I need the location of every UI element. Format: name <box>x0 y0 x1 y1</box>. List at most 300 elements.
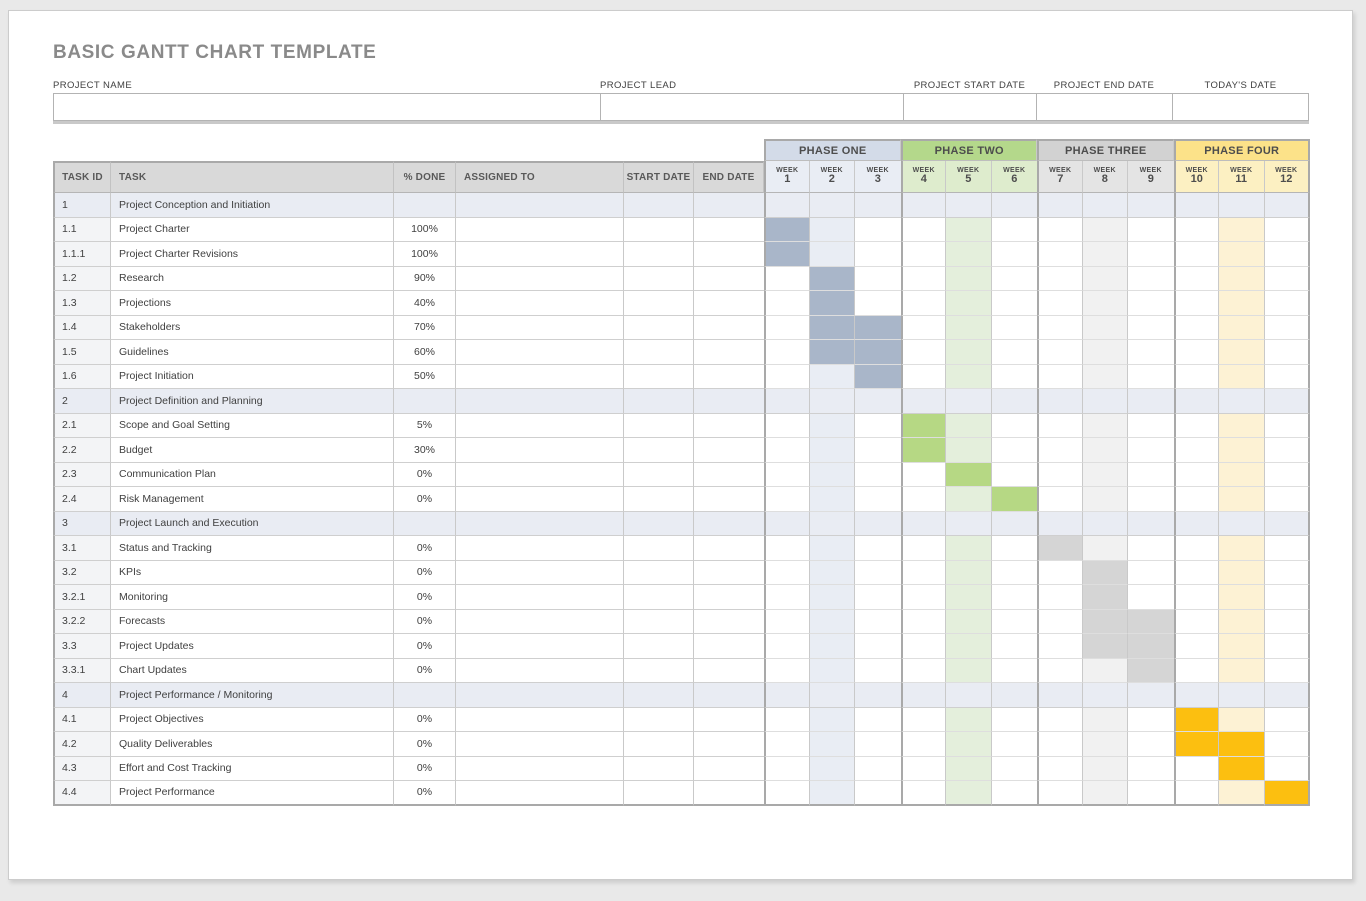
gantt-empty-cell-week-5 <box>946 781 992 806</box>
gantt-empty-cell-week-8 <box>1083 708 1129 733</box>
todays-date-label: TODAY'S DATE <box>1204 80 1277 91</box>
gantt-empty-cell-week-4 <box>901 193 947 218</box>
gantt-bar-cell-week-11 <box>1219 732 1265 757</box>
gantt-bar-cell-week-3 <box>855 365 901 390</box>
gantt-empty-cell-week-4 <box>901 634 947 659</box>
gantt-empty-cell-week-1 <box>764 659 810 684</box>
start-date-cell <box>624 683 694 708</box>
end-date-cell <box>694 438 764 463</box>
gantt-empty-cell-week-8 <box>1083 365 1129 390</box>
gantt-empty-cell-week-7 <box>1037 267 1083 292</box>
project-start-date-input[interactable] <box>903 93 1036 121</box>
gantt-empty-cell-week-6 <box>992 536 1038 561</box>
end-date-cell <box>694 340 764 365</box>
gantt-empty-cell-week-9 <box>1128 389 1174 414</box>
week-word-label: WEEK <box>866 167 889 175</box>
gantt-empty-cell-week-11 <box>1219 561 1265 586</box>
gantt-empty-cell-week-2 <box>810 536 856 561</box>
gantt-empty-cell-week-8 <box>1083 218 1129 243</box>
gantt-empty-cell-week-4 <box>901 708 947 733</box>
task-id-cell: 3.2.1 <box>53 585 111 610</box>
gantt-empty-cell-week-1 <box>764 536 810 561</box>
task-name-cell: Status and Tracking <box>111 536 394 561</box>
gantt-empty-cell-week-9 <box>1128 242 1174 267</box>
percent-done-cell: 0% <box>394 463 456 488</box>
assigned-to-cell <box>456 512 624 537</box>
task-name-cell: Quality Deliverables <box>111 732 394 757</box>
assigned-to-cell <box>456 389 624 414</box>
start-date-cell <box>624 561 694 586</box>
gantt-empty-cell-week-3 <box>855 708 901 733</box>
gantt-empty-cell-week-7 <box>1037 316 1083 341</box>
gantt-empty-cell-week-11 <box>1219 291 1265 316</box>
task-name-cell: Monitoring <box>111 585 394 610</box>
week-header-2 <box>810 161 856 193</box>
todays-date-input[interactable] <box>1172 93 1309 121</box>
assigned-to-cell <box>456 193 624 218</box>
gantt-empty-cell-week-1 <box>764 634 810 659</box>
task-id-cell: 4.3 <box>53 757 111 782</box>
gantt-empty-cell-week-9 <box>1128 732 1174 757</box>
assigned-to-cell <box>456 708 624 733</box>
gantt-empty-cell-week-9 <box>1128 708 1174 733</box>
gantt-empty-cell-week-4 <box>901 536 947 561</box>
week-word-label: WEEK <box>912 167 935 175</box>
gantt-bar-cell-week-8 <box>1083 561 1129 586</box>
gantt-empty-cell-week-3 <box>855 291 901 316</box>
week-number: 1 <box>784 173 791 186</box>
gantt-empty-cell-week-10 <box>1174 389 1220 414</box>
task-id-cell: 1.4 <box>53 316 111 341</box>
percent-done-cell: 5% <box>394 414 456 439</box>
end-date-cell <box>694 218 764 243</box>
column-header--done: % DONE <box>394 161 456 193</box>
project-name-input[interactable] <box>53 93 600 121</box>
gantt-empty-cell-week-7 <box>1037 732 1083 757</box>
gantt-empty-cell-week-6 <box>992 389 1038 414</box>
gantt-empty-cell-week-11 <box>1219 634 1265 659</box>
start-date-cell <box>624 218 694 243</box>
gantt-bar-cell-week-4 <box>901 414 947 439</box>
percent-done-cell: 0% <box>394 732 456 757</box>
gantt-empty-cell-week-7 <box>1037 659 1083 684</box>
info-inputs-row <box>53 93 1309 124</box>
gantt-empty-cell-week-5 <box>946 487 992 512</box>
gantt-empty-cell-week-11 <box>1219 414 1265 439</box>
end-date-cell <box>694 683 764 708</box>
gantt-empty-cell-week-10 <box>1174 487 1220 512</box>
percent-done-cell: 100% <box>394 242 456 267</box>
gantt-empty-cell-week-10 <box>1174 634 1220 659</box>
gantt-empty-cell-week-3 <box>855 389 901 414</box>
percent-done-cell: 0% <box>394 757 456 782</box>
task-name-cell: Project Updates <box>111 634 394 659</box>
week-word-label: WEEK <box>1049 167 1072 175</box>
gantt-bar-cell-week-2 <box>810 316 856 341</box>
gantt-empty-cell-week-2 <box>810 781 856 806</box>
task-id-cell: 1.2 <box>53 267 111 292</box>
week-number: 8 <box>1101 173 1108 186</box>
task-id-cell: 3.2 <box>53 561 111 586</box>
gantt-empty-cell-week-10 <box>1174 585 1220 610</box>
percent-done-cell: 40% <box>394 291 456 316</box>
gantt-empty-cell-week-9 <box>1128 757 1174 782</box>
gantt-empty-cell-week-3 <box>855 463 901 488</box>
gantt-empty-cell-week-12 <box>1265 193 1311 218</box>
gantt-empty-cell-week-10 <box>1174 561 1220 586</box>
assigned-to-cell <box>456 316 624 341</box>
percent-done-cell: 0% <box>394 659 456 684</box>
gantt-empty-cell-week-12 <box>1265 242 1311 267</box>
task-id-cell: 2.4 <box>53 487 111 512</box>
gantt-bar-cell-week-1 <box>764 218 810 243</box>
percent-done-cell: 0% <box>394 561 456 586</box>
gantt-empty-cell-week-3 <box>855 757 901 782</box>
percent-done-cell: 0% <box>394 610 456 635</box>
gantt-empty-cell-week-11 <box>1219 708 1265 733</box>
gantt-empty-cell-week-2 <box>810 683 856 708</box>
percent-done-cell: 0% <box>394 487 456 512</box>
gantt-empty-cell-week-3 <box>855 683 901 708</box>
gantt-empty-cell-week-3 <box>855 487 901 512</box>
gantt-empty-cell-week-9 <box>1128 561 1174 586</box>
gantt-empty-cell-week-8 <box>1083 683 1129 708</box>
gantt-empty-cell-week-4 <box>901 732 947 757</box>
percent-done-cell: 0% <box>394 781 456 806</box>
gantt-empty-cell-week-8 <box>1083 781 1129 806</box>
gantt-empty-cell-week-12 <box>1265 291 1311 316</box>
gantt-empty-cell-week-2 <box>810 585 856 610</box>
week-number: 7 <box>1057 173 1064 186</box>
gantt-empty-cell-week-4 <box>901 781 947 806</box>
gantt-empty-cell-week-12 <box>1265 438 1311 463</box>
start-date-cell <box>624 242 694 267</box>
gantt-empty-cell-week-6 <box>992 218 1038 243</box>
gantt-empty-cell-week-5 <box>946 536 992 561</box>
gantt-empty-cell-week-2 <box>810 610 856 635</box>
gantt-empty-cell-week-4 <box>901 218 947 243</box>
gantt-empty-cell-week-10 <box>1174 193 1220 218</box>
task-id-cell: 2.1 <box>53 414 111 439</box>
start-date-cell <box>624 659 694 684</box>
percent-done-cell: 70% <box>394 316 456 341</box>
gantt-bar-cell-week-9 <box>1128 659 1174 684</box>
start-date-cell <box>624 340 694 365</box>
gantt-empty-cell-week-6 <box>992 340 1038 365</box>
gantt-empty-cell-week-11 <box>1219 193 1265 218</box>
gantt-empty-cell-week-5 <box>946 683 992 708</box>
gantt-empty-cell-week-12 <box>1265 634 1311 659</box>
gantt-empty-cell-week-8 <box>1083 536 1129 561</box>
gantt-empty-cell-week-1 <box>764 610 810 635</box>
section-title-cell: Project Launch and Execution <box>111 512 394 537</box>
gantt-empty-cell-week-3 <box>855 561 901 586</box>
end-date-cell <box>694 389 764 414</box>
gantt-empty-cell-week-8 <box>1083 438 1129 463</box>
gantt-empty-cell-week-6 <box>992 610 1038 635</box>
gantt-empty-cell-week-5 <box>946 634 992 659</box>
gantt-empty-cell-week-6 <box>992 463 1038 488</box>
gantt-empty-cell-week-5 <box>946 218 992 243</box>
percent-done-cell: 100% <box>394 218 456 243</box>
week-header-9 <box>1128 161 1174 193</box>
start-date-cell <box>624 634 694 659</box>
gantt-empty-cell-week-2 <box>810 659 856 684</box>
gantt-empty-cell-week-7 <box>1037 634 1083 659</box>
gantt-empty-cell-week-2 <box>810 438 856 463</box>
end-date-cell <box>694 561 764 586</box>
gantt-empty-cell-week-6 <box>992 267 1038 292</box>
assigned-to-cell <box>456 781 624 806</box>
assigned-to-cell <box>456 218 624 243</box>
section-title-cell: Project Conception and Initiation <box>111 193 394 218</box>
gantt-bar-cell-week-9 <box>1128 610 1174 635</box>
gantt-empty-cell-week-8 <box>1083 659 1129 684</box>
gantt-empty-cell-week-12 <box>1265 365 1311 390</box>
gantt-empty-cell-week-12 <box>1265 561 1311 586</box>
gantt-empty-cell-week-10 <box>1174 438 1220 463</box>
gantt-empty-cell-week-12 <box>1265 512 1311 537</box>
gantt-bar-cell-week-10 <box>1174 708 1220 733</box>
task-id-cell: 3.1 <box>53 536 111 561</box>
end-date-cell <box>694 659 764 684</box>
gantt-empty-cell-week-5 <box>946 291 992 316</box>
percent-done-cell: 0% <box>394 536 456 561</box>
gantt-empty-cell-week-10 <box>1174 340 1220 365</box>
gantt-empty-cell-week-10 <box>1174 291 1220 316</box>
project-name-label: PROJECT NAME <box>53 80 133 91</box>
gantt-bar-cell-week-12 <box>1265 781 1311 806</box>
gantt-empty-cell-week-12 <box>1265 659 1311 684</box>
gantt-empty-cell-week-1 <box>764 757 810 782</box>
gantt-empty-cell-week-6 <box>992 732 1038 757</box>
gantt-empty-cell-week-7 <box>1037 757 1083 782</box>
gantt-empty-cell-week-9 <box>1128 267 1174 292</box>
gantt-empty-cell-week-5 <box>946 561 992 586</box>
week-header-7 <box>1037 161 1083 193</box>
start-date-cell <box>624 463 694 488</box>
gantt-empty-cell-week-5 <box>946 438 992 463</box>
gantt-empty-cell-week-2 <box>810 414 856 439</box>
project-lead-label: PROJECT LEAD <box>600 80 677 91</box>
gantt-empty-cell-week-7 <box>1037 193 1083 218</box>
week-header-10 <box>1174 161 1220 193</box>
task-name-cell: Projections <box>111 291 394 316</box>
assigned-to-cell <box>456 634 624 659</box>
gantt-empty-cell-week-3 <box>855 634 901 659</box>
gantt-empty-cell-week-5 <box>946 610 992 635</box>
end-date-cell <box>694 242 764 267</box>
end-date-cell <box>694 781 764 806</box>
gantt-empty-cell-week-11 <box>1219 585 1265 610</box>
start-date-cell <box>624 585 694 610</box>
gantt-empty-cell-week-3 <box>855 438 901 463</box>
assigned-to-cell <box>456 610 624 635</box>
task-name-cell: Guidelines <box>111 340 394 365</box>
gantt-empty-cell-week-1 <box>764 316 810 341</box>
gantt-empty-cell-week-4 <box>901 242 947 267</box>
gantt-empty-cell-week-7 <box>1037 463 1083 488</box>
gantt-empty-cell-week-5 <box>946 708 992 733</box>
gantt-empty-cell-week-12 <box>1265 463 1311 488</box>
week-word-label: WEEK <box>776 167 799 175</box>
gantt-empty-cell-week-4 <box>901 561 947 586</box>
gantt-bar-cell-week-2 <box>810 340 856 365</box>
gantt-empty-cell-week-10 <box>1174 414 1220 439</box>
gantt-empty-cell-week-11 <box>1219 438 1265 463</box>
gantt-empty-cell-week-1 <box>764 389 810 414</box>
column-header-task-id: TASK ID <box>53 161 111 193</box>
gantt-empty-cell-week-9 <box>1128 340 1174 365</box>
gantt-empty-cell-week-12 <box>1265 610 1311 635</box>
phase-header-2: PHASE TWO <box>901 139 1038 161</box>
project-lead-input[interactable] <box>600 93 903 121</box>
gantt-empty-cell-week-1 <box>764 267 810 292</box>
gantt-empty-cell-week-7 <box>1037 389 1083 414</box>
gantt-empty-cell-week-8 <box>1083 291 1129 316</box>
gantt-empty-cell-week-11 <box>1219 316 1265 341</box>
gantt-empty-cell-week-5 <box>946 585 992 610</box>
gantt-empty-cell-week-5 <box>946 389 992 414</box>
gantt-empty-cell-week-3 <box>855 242 901 267</box>
gantt-empty-cell-week-9 <box>1128 512 1174 537</box>
gantt-empty-cell-week-6 <box>992 512 1038 537</box>
gantt-empty-cell-week-3 <box>855 732 901 757</box>
gantt-empty-cell-week-10 <box>1174 218 1220 243</box>
start-date-cell <box>624 708 694 733</box>
column-header-task: TASK <box>111 161 394 193</box>
gantt-empty-cell-week-4 <box>901 585 947 610</box>
gantt-empty-cell-week-10 <box>1174 683 1220 708</box>
gantt-empty-cell-week-6 <box>992 291 1038 316</box>
gantt-empty-cell-week-10 <box>1174 463 1220 488</box>
phase-header-4: PHASE FOUR <box>1174 139 1311 161</box>
task-name-cell: Project Charter Revisions <box>111 242 394 267</box>
gantt-empty-cell-week-3 <box>855 536 901 561</box>
end-date-cell <box>694 316 764 341</box>
week-word-label: WEEK <box>957 167 980 175</box>
gantt-empty-cell-week-7 <box>1037 512 1083 537</box>
gantt-bar-cell-week-10 <box>1174 732 1220 757</box>
gantt-bar-cell-week-2 <box>810 291 856 316</box>
assigned-to-cell <box>456 561 624 586</box>
gantt-empty-cell-week-12 <box>1265 732 1311 757</box>
gantt-empty-cell-week-7 <box>1037 414 1083 439</box>
gantt-empty-cell-week-7 <box>1037 487 1083 512</box>
gantt-empty-cell-week-10 <box>1174 316 1220 341</box>
gantt-empty-cell-week-8 <box>1083 340 1129 365</box>
week-number: 12 <box>1280 173 1293 186</box>
gantt-empty-cell-week-12 <box>1265 708 1311 733</box>
percent-done-cell: 0% <box>394 585 456 610</box>
gantt-empty-cell-week-4 <box>901 316 947 341</box>
assigned-to-cell <box>456 291 624 316</box>
gantt-empty-cell-week-5 <box>946 757 992 782</box>
percent-done-cell: 0% <box>394 708 456 733</box>
task-id-cell: 4 <box>53 683 111 708</box>
gantt-bar-cell-week-7 <box>1037 536 1083 561</box>
gantt-empty-cell-week-2 <box>810 242 856 267</box>
week-header-4 <box>901 161 947 193</box>
task-id-cell: 1.6 <box>53 365 111 390</box>
assigned-to-cell <box>456 414 624 439</box>
project-end-date-input[interactable] <box>1036 93 1172 121</box>
document-page <box>8 10 1353 880</box>
gantt-empty-cell-week-9 <box>1128 438 1174 463</box>
task-name-cell: Effort and Cost Tracking <box>111 757 394 782</box>
gantt-empty-cell-week-6 <box>992 316 1038 341</box>
end-date-cell <box>694 487 764 512</box>
assigned-to-cell <box>456 340 624 365</box>
gantt-empty-cell-week-7 <box>1037 610 1083 635</box>
gantt-empty-cell-week-6 <box>992 438 1038 463</box>
gantt-empty-cell-week-12 <box>1265 585 1311 610</box>
percent-done-cell <box>394 389 456 414</box>
gantt-empty-cell-week-2 <box>810 757 856 782</box>
gantt-empty-cell-week-1 <box>764 512 810 537</box>
gantt-bar-cell-week-3 <box>855 316 901 341</box>
assigned-to-cell <box>456 585 624 610</box>
task-name-cell: Project Charter <box>111 218 394 243</box>
gantt-empty-cell-week-5 <box>946 316 992 341</box>
start-date-cell <box>624 732 694 757</box>
gantt-empty-cell-week-11 <box>1219 267 1265 292</box>
week-number: 3 <box>874 173 881 186</box>
phase-row-spacer <box>53 139 764 161</box>
gantt-empty-cell-week-2 <box>810 512 856 537</box>
gantt-empty-cell-week-6 <box>992 414 1038 439</box>
gantt-empty-cell-week-4 <box>901 463 947 488</box>
gantt-empty-cell-week-8 <box>1083 193 1129 218</box>
assigned-to-cell <box>456 487 624 512</box>
task-name-cell: Risk Management <box>111 487 394 512</box>
start-date-cell <box>624 316 694 341</box>
gantt-empty-cell-week-12 <box>1265 757 1311 782</box>
task-id-cell: 2 <box>53 389 111 414</box>
assigned-to-cell <box>456 659 624 684</box>
gantt-empty-cell-week-5 <box>946 365 992 390</box>
gantt-empty-cell-week-10 <box>1174 242 1220 267</box>
gantt-empty-cell-week-10 <box>1174 365 1220 390</box>
gantt-empty-cell-week-11 <box>1219 242 1265 267</box>
week-header-3 <box>855 161 901 193</box>
end-date-cell <box>694 610 764 635</box>
gantt-bar-cell-week-4 <box>901 438 947 463</box>
task-name-cell: Project Objectives <box>111 708 394 733</box>
gantt-bar-cell-week-9 <box>1128 634 1174 659</box>
gantt-empty-cell-week-4 <box>901 487 947 512</box>
gantt-empty-cell-week-1 <box>764 438 810 463</box>
gantt-empty-cell-week-8 <box>1083 414 1129 439</box>
end-date-cell <box>694 291 764 316</box>
gantt-empty-cell-week-12 <box>1265 487 1311 512</box>
gantt-empty-cell-week-12 <box>1265 218 1311 243</box>
gantt-empty-cell-week-10 <box>1174 267 1220 292</box>
week-number: 4 <box>920 173 927 186</box>
gantt-bar-cell-week-8 <box>1083 610 1129 635</box>
gantt-table <box>53 139 1310 806</box>
gantt-empty-cell-week-12 <box>1265 267 1311 292</box>
gantt-empty-cell-week-11 <box>1219 218 1265 243</box>
gantt-bar-cell-week-1 <box>764 242 810 267</box>
assigned-to-cell <box>456 732 624 757</box>
gantt-empty-cell-week-9 <box>1128 536 1174 561</box>
gantt-empty-cell-week-1 <box>764 193 810 218</box>
end-date-cell <box>694 634 764 659</box>
gantt-empty-cell-week-1 <box>764 291 810 316</box>
gantt-empty-cell-week-9 <box>1128 291 1174 316</box>
task-id-cell: 3.2.2 <box>53 610 111 635</box>
